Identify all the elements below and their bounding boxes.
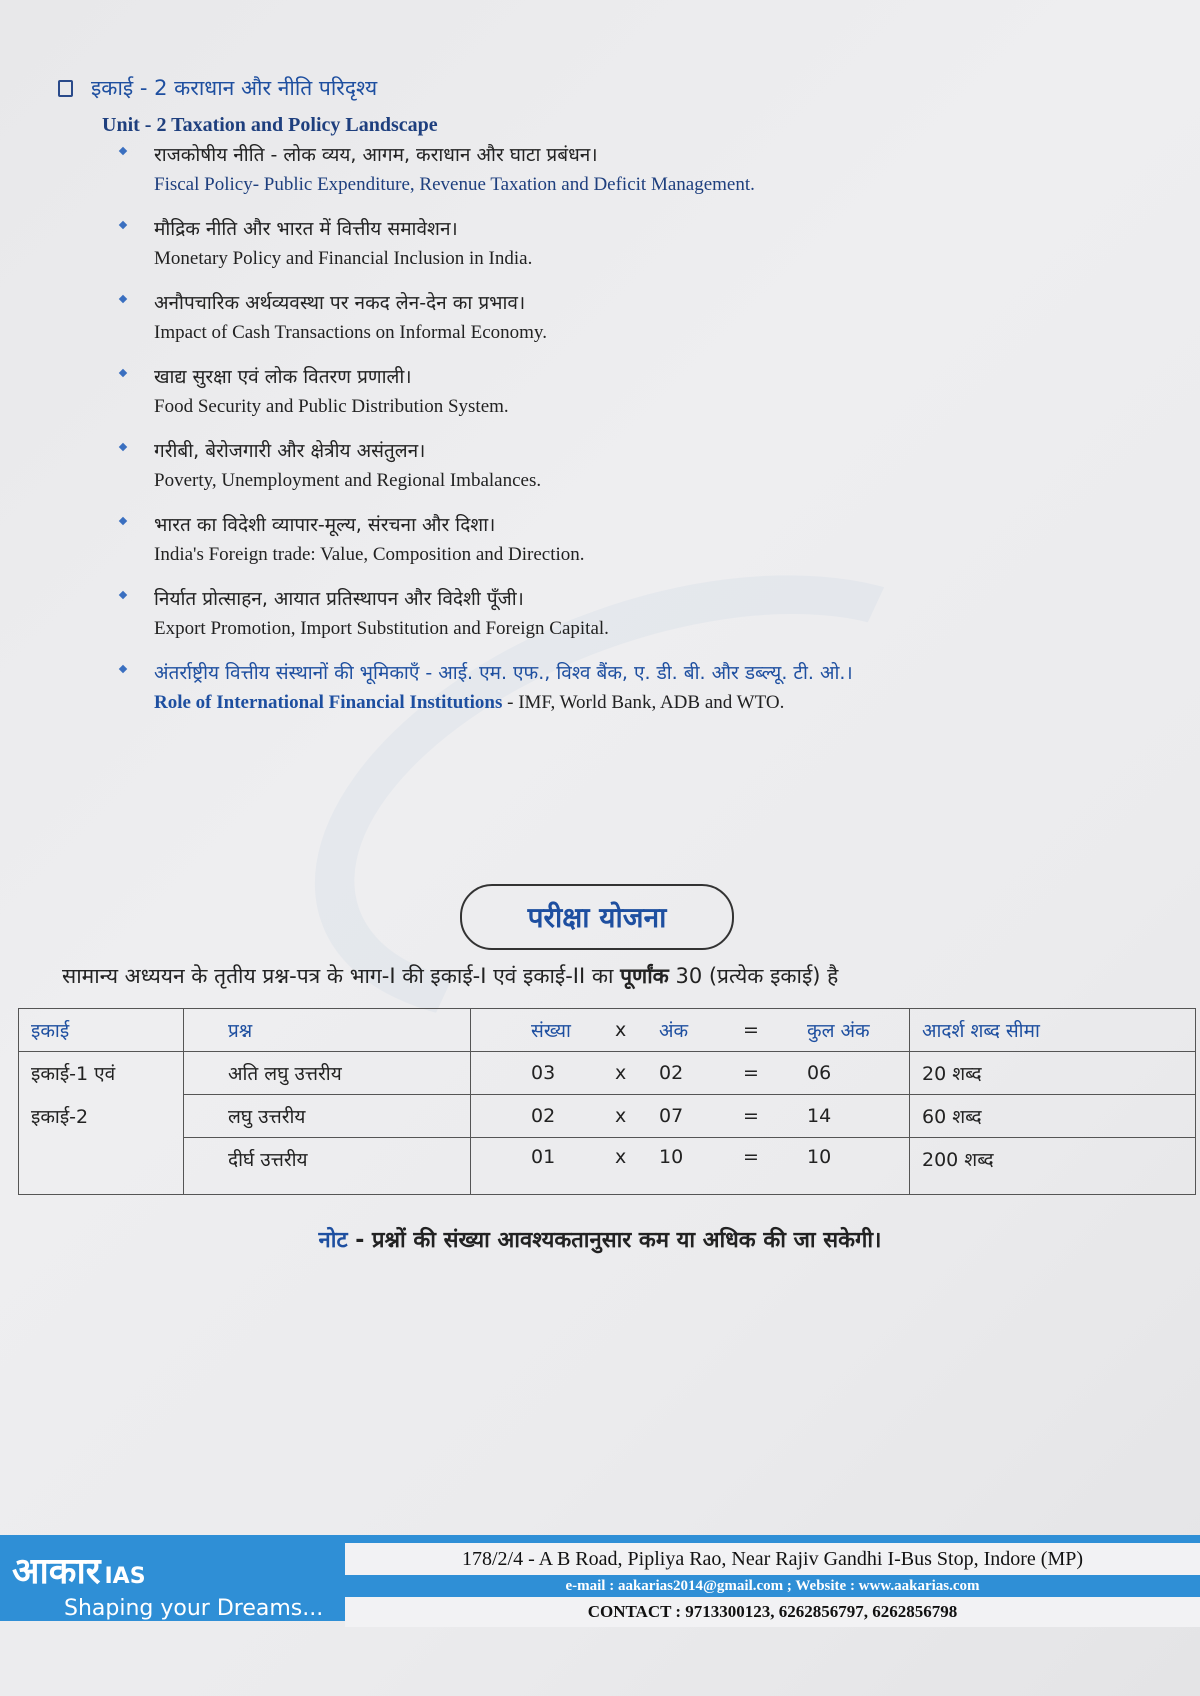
note-text: - प्रश्नों की संख्या आवश्यकतानुसार कम या अधिक की जा सकेगी। [347,1228,882,1253]
header-times: x [603,1009,647,1052]
description-text-end: 30 (प्रत्येक इकाई) है [668,964,839,988]
footer-email-website: e-mail : aakarias2014@gmail.com ; Website : www.aakarias.com [565,1578,980,1594]
diamond-bullet-icon [119,665,127,673]
cell-word-limit: 20 शब्द [910,1052,1196,1095]
footer-address: 178/2/4 - A B Road, Pipliya Rao, Near Rajiv Gandhi I-Bus Stop, Indore (MP) [345,1543,1200,1575]
cell-marks: 07 [647,1095,731,1138]
cell-question: अति लघु उत्तरीय [184,1052,471,1095]
topic-hindi: निर्यात प्रोत्साहन, आयात प्रतिस्थापन और विदेशी पूँजी। [154,588,524,610]
topic-english-bold: Role of International Financial Institutions [154,692,503,713]
topic-english: Export Promotion, Import Substitution and Foreign Capital. [154,618,609,639]
cell-count: 01 [471,1138,604,1195]
cell-total: 10 [795,1138,910,1195]
unit-heading [58,74,377,102]
cell-word-limit: 60 शब्द [910,1095,1196,1138]
exam-scheme-description [62,962,838,990]
topic-item [110,140,1150,200]
header-word-limit: आदर्श शब्द सीमा [910,1009,1196,1052]
topic-english-rest: - IMF, World Bank, ADB and WTO. [502,692,785,713]
cell-question: लघु उत्तरीय [184,1095,471,1138]
diamond-bullet-icon [119,443,127,451]
note-label: नोट [318,1228,348,1253]
topic-hindi: अनौपचारिक अर्थव्यवस्था पर नकद लेन-देन का प्रभाव। [154,292,526,314]
topic-hindi: राजकोषीय नीति - लोक व्यय, आगम, कराधान और घाटा प्रबंधन। [154,144,598,166]
cell-times: x [603,1095,647,1138]
topic-hindi: मौद्रिक नीति और भारत में वित्तीय समावेशन। [154,218,458,240]
description-bold: पूर्णांक [620,964,669,988]
topic-item [110,584,1150,644]
diamond-bullet-icon [119,517,127,525]
brand-name: आकार [12,1551,101,1592]
topic-item [110,436,1150,496]
cell-question: दीर्घ उत्तरीय [184,1138,471,1195]
header-unit: इकाई [19,1009,184,1052]
unit-hindi-title: इकाई - 2 कराधान और नीति परिदृश्य [91,76,378,100]
topic-item [110,362,1150,422]
footer-contact: CONTACT : 9713300123, 6262856797, 6262856798 [345,1597,1200,1627]
unit-label: इकाई-2 [31,1106,89,1128]
header-question: प्रश्न [184,1009,471,1052]
topic-hindi: गरीबी, बेरोजगारी और क्षेत्रीय असंतुलन। [154,440,426,462]
topic-english: Monetary Policy and Financial Inclusion in India. [154,248,533,269]
topic-hindi: भारत का विदेशी व्यापार-मूल्य, संरचना और दिशा। [154,514,496,536]
cell-word-limit: 200 शब्द [910,1138,1196,1195]
header-total: कुल अंक [795,1009,910,1052]
table-header-row [19,1009,1196,1052]
exam-scheme-title: परीक्षा योजना [460,884,734,950]
diamond-bullet-icon [119,295,127,303]
cell-equals: = [731,1052,795,1095]
topic-item [110,510,1150,570]
topic-item [110,288,1150,348]
topic-hindi: अंतर्राष्ट्रीय वित्तीय संस्थानों की भूमिकाएँ - आई. एम. एफ., विश्व बैंक, ए. डी. बी. और डब्ल्यू. टी. ओ.। [154,662,853,684]
header-equals: = [731,1009,795,1052]
cell-count: 02 [471,1095,604,1138]
table-row [19,1052,1196,1095]
cell-times: x [603,1052,647,1095]
brand-suffix: IAS [104,1564,146,1589]
unit-label-empty [19,1138,184,1195]
diamond-bullet-icon [119,369,127,377]
cell-marks: 02 [647,1052,731,1095]
cell-equals: = [731,1138,795,1195]
cell-count: 03 [471,1052,604,1095]
exam-note [0,1224,1200,1254]
diamond-bullet-icon [119,221,127,229]
cell-times: x [603,1138,647,1195]
footer [0,1535,1200,1621]
cell-total: 14 [795,1095,910,1138]
topic-item [110,214,1150,274]
brand-tagline: Shaping your Dreams... [64,1596,324,1621]
table-row [19,1138,1196,1195]
brand-logo [12,1545,323,1621]
unit-label: इकाई-1 एवं [31,1063,116,1086]
topic-english: India's Foreign trade: Value, Composition and Direction. [154,544,585,565]
topic-english: Food Security and Public Distribution System. [154,396,509,417]
exam-scheme-table [18,1008,1196,1195]
diamond-bullet-icon [119,147,127,155]
topic-english: Impact of Cash Transactions on Informal Economy. [154,322,547,343]
topic-english: Poverty, Unemployment and Regional Imbalances. [154,470,542,491]
topic-list [110,140,1150,732]
header-marks: अंक [647,1009,731,1052]
cell-marks: 10 [647,1138,731,1195]
topic-hindi: खाद्य सुरक्षा एवं लोक वितरण प्रणाली। [154,366,412,388]
table-row [19,1095,1196,1138]
diamond-bullet-icon [119,591,127,599]
unit-english-title: Unit - 2 Taxation and Policy Landscape [102,114,438,136]
topic-english [154,688,1150,718]
topic-item-highlighted [110,658,1150,718]
description-text: सामान्य अध्ययन के तृतीय प्रश्न-पत्र के भाग-I की इकाई-I एवं इकाई-II का [62,964,621,988]
topic-english: Fiscal Policy- Public Expenditure, Revenue Taxation and Deficit Management. [154,174,755,195]
cell-total: 06 [795,1052,910,1095]
square-bullet-icon [58,80,73,97]
header-count: संख्या [471,1009,604,1052]
cell-equals: = [731,1095,795,1138]
